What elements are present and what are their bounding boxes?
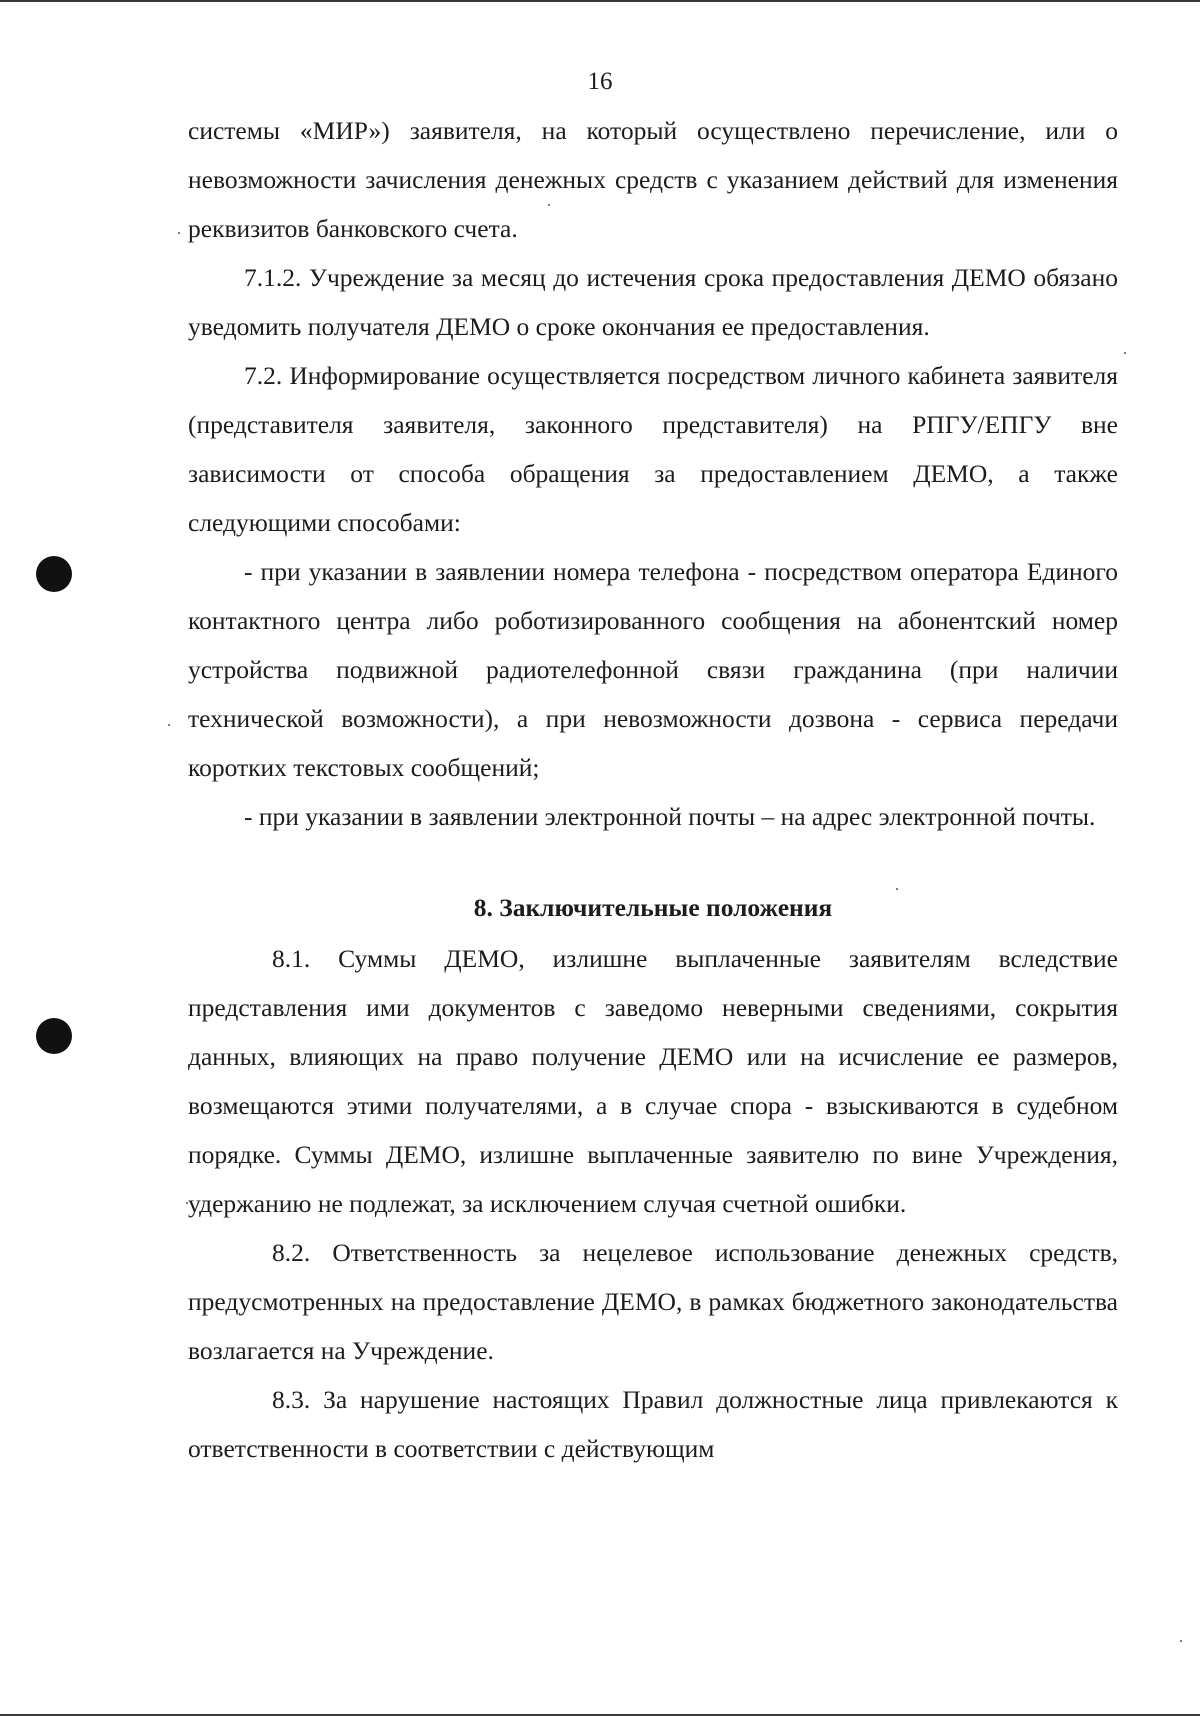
scan-speck [1124,352,1126,354]
scan-speck [178,232,180,234]
paragraph-8-3: 8.3. За нарушение настоящих Правил должностные лица привлекаются к ответственности в соответствии с действующим [188,1385,1118,1463]
section-heading: 8. Заключительные положения [473,893,833,922]
list-item-email: - при указании в заявлении электронной почты – на адрес электронной почты. [244,802,1096,831]
scan-speck [1180,1640,1182,1642]
punch-hole-mark [36,556,72,592]
paragraph-8-1: 8.1. Суммы ДЕМО, излишне выплаченные заявителям вследствие представления ими документов с заведомо неверными сведениями, сокрытия данных, влияющих на право получение ДЕМО или на исчисление ее размеров, возмещаются этими получателями, а в случае спора - взыскиваются в судебном порядке. Суммы ДЕМО, излишне выплаченные заявителю по вине Учреждения, удержанию не подлежат, за исключением случая счетной ошибки. [188,944,1118,1218]
page-number: 16 [587,68,613,95]
scan-speck [168,724,170,726]
paragraph-7-1-2: 7.1.2. Учреждение за месяц до истечения срока предоставления ДЕМО обязано уведомить получателя ДЕМО о сроке окончания ее предоставления. [188,263,1118,341]
scan-edge-top [0,0,1200,2]
punch-hole-mark [36,1018,72,1054]
document-body [188,106,1118,1473]
paragraph-7-2: 7.2. Информирование осуществляется посредством личного кабинета заявителя (представителя заявителя, законного представителя) на РПГУ/ЕПГУ вне зависимости от способа обращения за предоставлением ДЕМО, а также следующими способами: [188,361,1118,537]
paragraph-continuation: системы «МИР») заявителя, на который осуществлено перечисление, или о невозможности зачисления денежных средств с указанием действий для изменения реквизитов банковского счета. [188,116,1118,243]
paragraph-8-2: 8.2. Ответственность за нецелевое использование денежных средств, предусмотренных на предоставление ДЕМО, в рамках бюджетного законодательства возлагается на Учреждение. [188,1238,1118,1365]
list-item-phone: - при указании в заявлении номера телефона - посредством оператора Единого контактного центра либо роботизированного сообщения на абонентский номер устройства подвижной радиотелефонной связи гражданина (при наличии технической возможности), а при невозможности дозвона - сервиса передачи коротких текстовых сообщений; [188,557,1118,782]
